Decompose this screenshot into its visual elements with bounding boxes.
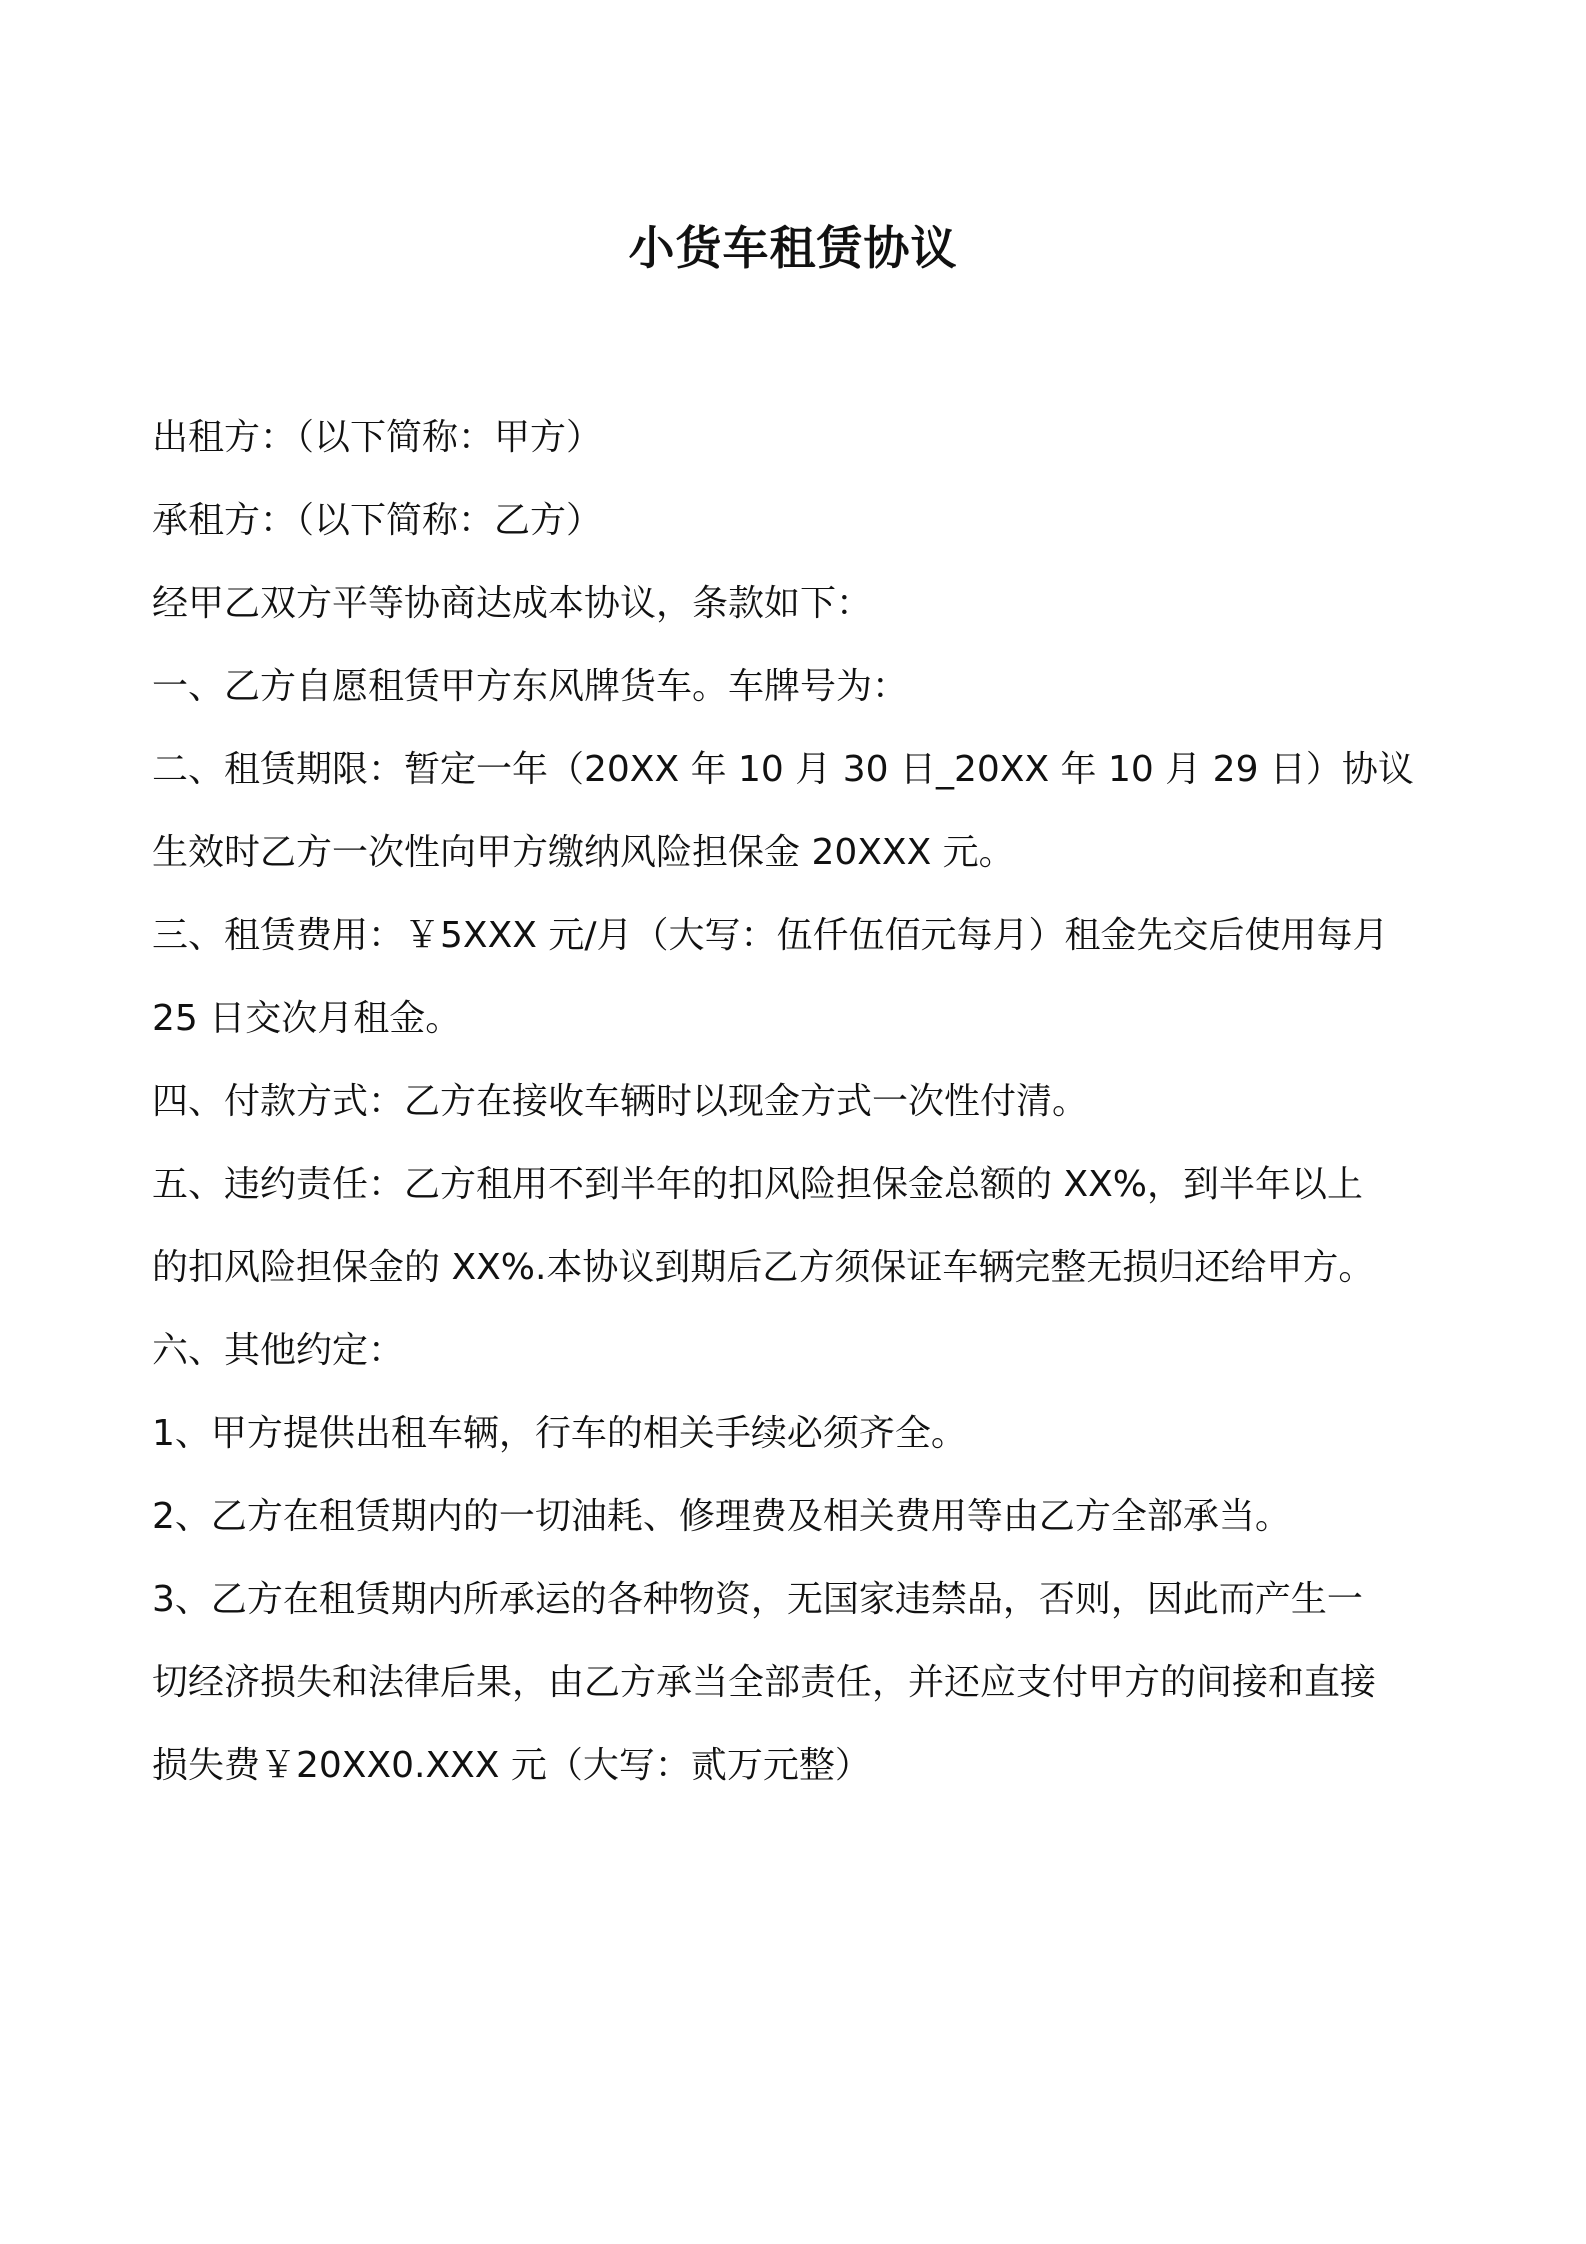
text-line-item-3: 3、乙方在租赁期内所承运的各种物资，无国家违禁品，否则，因此而产生一 bbox=[152, 1579, 1363, 1620]
text-line-item-2: 2、乙方在租赁期内的一切油耗、修理费及相关费用等由乙方全部承当。 bbox=[152, 1496, 1291, 1537]
text-line-clause-6: 六、其他约定： bbox=[152, 1330, 405, 1371]
text-line-item-1: 1、甲方提供出租车辆，行车的相关手续必须齐全。 bbox=[152, 1413, 967, 1454]
text-line-clause-2-cont: 生效时乙方一次性向甲方缴纳风险担保金 20XXX 元。 bbox=[152, 832, 1015, 873]
text-line-clause-3-cont: 25 日交次月租金。 bbox=[152, 998, 462, 1039]
text-line-clause-1: 一、乙方自愿租赁甲方东风牌货车。车牌号为： bbox=[152, 666, 909, 707]
text-line-lessee: 承租方：（以下简称：乙方） bbox=[152, 500, 603, 541]
text-line-item-3-end: 损失费￥20XX0.XXX 元（大写：贰万元整） bbox=[152, 1745, 871, 1786]
text-line-clause-4: 四、付款方式：乙方在接收车辆时以现金方式一次性付清。 bbox=[152, 1081, 1089, 1122]
text-line-item-3-cont: 切经济损失和法律后果，由乙方承当全部责任，并还应支付甲方的间接和直接 bbox=[152, 1662, 1377, 1703]
text-line-lessor: 出租方：（以下简称：甲方） bbox=[152, 417, 603, 458]
document-title: 小货车租赁协议 bbox=[628, 221, 958, 275]
document-body bbox=[152, 396, 1442, 1807]
text-line-clause-3: 三、租赁费用：￥5XXX 元/月（大写：伍仟伍佰元每月）租金先交后使用每月 bbox=[152, 915, 1389, 956]
text-line-clause-5: 五、违约责任：乙方租用不到半年的扣风险担保金总额的 XX%，到半年以上 bbox=[152, 1164, 1363, 1205]
text-line-clause-2: 二、租赁期限：暂定一年（20XX 年 10 月 30 日_20XX 年 10 月 29 日）协议 bbox=[152, 749, 1414, 790]
text-line-intro: 经甲乙双方平等协商达成本协议，条款如下： bbox=[152, 583, 873, 624]
text-line-clause-5-cont: 的扣风险担保金的 XX%.本协议到期后乙方须保证车辆完整无损归还给甲方。 bbox=[152, 1247, 1375, 1288]
